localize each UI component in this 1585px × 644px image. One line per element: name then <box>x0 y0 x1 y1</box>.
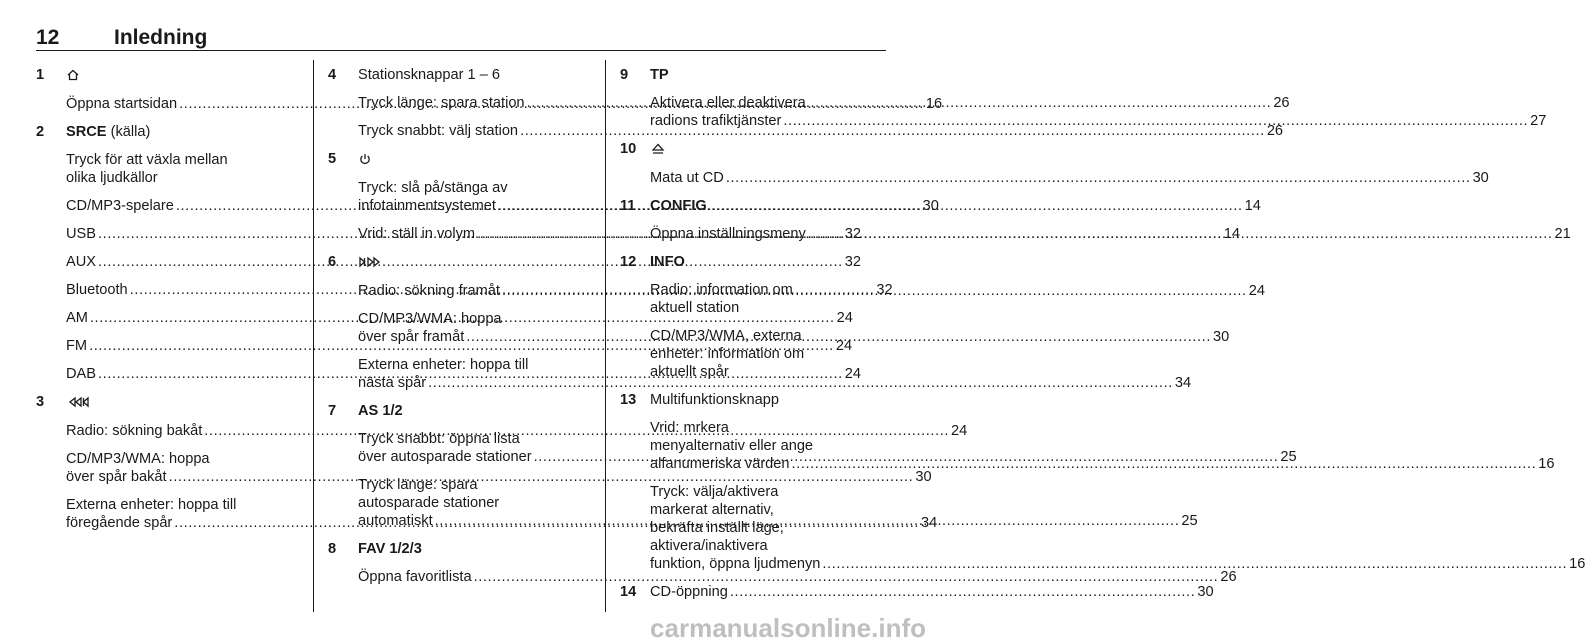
entry-item <box>620 140 1489 187</box>
description-text: Radio: sökning bakåt <box>66 423 203 439</box>
entry-label <box>358 402 403 420</box>
description-line-with-page <box>650 555 1585 573</box>
header-rule <box>36 50 886 51</box>
entry-number: 3 <box>36 394 45 410</box>
description-text: Bluetooth <box>66 282 128 298</box>
entry-number: 10 <box>620 141 637 157</box>
entry-head <box>328 540 592 558</box>
page-ref: 16 <box>1569 556 1585 572</box>
entry-number: 8 <box>328 541 337 557</box>
entry-label <box>650 253 685 271</box>
power-icon <box>358 150 372 168</box>
page-ref: 14 <box>1223 226 1241 242</box>
entry-head <box>620 253 884 271</box>
entry-text: Stationsknappar 1 – 6 <box>358 67 500 83</box>
leader-dots <box>783 112 1528 130</box>
entry-item <box>620 253 884 381</box>
page-ref: 30 <box>1197 584 1214 600</box>
entry-label <box>650 66 669 84</box>
description-text: Tryck länge: spara station <box>358 95 525 111</box>
description-text: funktion, öppna ljudmenyn <box>650 556 821 572</box>
page-ref: 21 <box>1554 226 1571 242</box>
description-line: olika ljudkällor <box>66 170 158 186</box>
description-line: autosparade stationer <box>358 495 500 511</box>
description-line: Tryck snabbt: öppna lista <box>358 431 520 447</box>
entry-label <box>650 140 666 159</box>
entry-number: 14 <box>620 584 637 600</box>
leader-dots <box>822 555 1567 573</box>
eject-icon <box>650 140 666 158</box>
entry-number: 12 <box>620 254 637 270</box>
page-ref: 26 <box>1220 569 1237 585</box>
page-title: Inledning <box>114 26 208 49</box>
entry-text: CD-öppning <box>650 584 728 600</box>
description-text: infotainmentsystemet <box>358 198 496 214</box>
description-text: över autosparade stationer <box>358 449 532 465</box>
description-line-with-page <box>650 169 1489 187</box>
entry-label <box>66 123 150 141</box>
page-ref: 24 <box>844 366 861 382</box>
description-text: Mata ut CD <box>650 170 724 186</box>
entry-label <box>66 393 90 412</box>
entry-label <box>358 150 372 169</box>
entry-key-label: CONFIG <box>650 198 707 214</box>
entry-key-label: SRCE <box>66 124 107 140</box>
entry-label <box>358 540 422 558</box>
page-ref: 27 <box>1530 113 1547 129</box>
description-text: nästa spår <box>358 375 427 391</box>
entry-number: 13 <box>620 392 637 408</box>
entry-label <box>358 253 382 272</box>
page-ref: 24 <box>836 310 853 326</box>
description-line: Externa enheter: hoppa till <box>66 497 237 513</box>
page-ref: 30 <box>1213 329 1230 345</box>
entry-head <box>36 66 300 85</box>
description-line: Vrid: mrkera <box>650 420 729 436</box>
page-ref: 26 <box>1273 95 1290 111</box>
entry-description <box>620 281 884 317</box>
description-text: automatiskt <box>358 513 433 529</box>
page-ref: 34 <box>921 515 938 531</box>
entry-key-label: AS 1/2 <box>358 403 403 419</box>
entry-label <box>650 197 707 215</box>
page-ref: 25 <box>1280 449 1297 465</box>
entry-number: 11 <box>620 198 636 214</box>
entry-head <box>620 391 884 409</box>
page-ref: 30 <box>1472 170 1489 186</box>
entry-head <box>328 402 592 420</box>
leader-dots: .................................................................................................... <box>729 584 1196 600</box>
seek-back-icon <box>66 393 90 411</box>
leader-dots <box>726 169 1471 187</box>
description-line: Tryck: välja/aktivera <box>650 484 779 500</box>
page-ref: 30 <box>915 469 932 485</box>
description-line: Tryck för att växla mellan <box>66 152 228 168</box>
description-text: CD/MP3-spelare <box>66 198 174 214</box>
description-line: Aktivera eller deaktivera <box>650 95 806 111</box>
description-line: aktuellt spår <box>650 364 729 380</box>
description-text: USB <box>66 226 97 242</box>
description-text: över spår bakåt <box>66 469 167 485</box>
entry-number: 2 <box>36 124 45 140</box>
page-ref: 32 <box>844 254 861 270</box>
description-line: Tryck: slå på/stänga av <box>358 180 508 196</box>
entry-number: 7 <box>328 403 337 419</box>
entry-number: 5 <box>328 151 337 167</box>
entry-head <box>36 123 300 141</box>
description-text: alfanumeriska värden <box>650 456 790 472</box>
entry-head <box>328 66 592 84</box>
description-text: Öppna inställningsmeny <box>650 226 806 242</box>
description-text: AM <box>66 310 88 326</box>
description-line-with-page <box>358 568 1237 586</box>
entry-number: 9 <box>620 67 629 83</box>
page-ref: 25 <box>1181 513 1198 529</box>
description-text: FM <box>66 338 88 354</box>
entry-text: Multifunktionsknapp <box>650 392 779 408</box>
description-line: CD/MP3/WMA, externa <box>650 328 802 344</box>
entry-head <box>620 66 884 84</box>
entry-head <box>328 150 592 169</box>
description-text: DAB <box>66 366 97 382</box>
description-line: CD/MP3/WMA: hoppa <box>66 451 210 467</box>
home-icon <box>66 66 80 84</box>
entry-head <box>36 393 300 412</box>
entry-label <box>66 66 80 85</box>
description-line: aktivera/inaktivera <box>650 538 768 554</box>
description-text: Tryck snabbt: välj station <box>358 123 519 139</box>
description-text: Radio: sökning framåt <box>358 283 500 299</box>
entry-description <box>328 568 1237 586</box>
description-line: bekräfta inställt läge, <box>650 520 784 536</box>
page-ref: 34 <box>1174 375 1192 391</box>
description-line: enheter: information om <box>650 346 805 362</box>
page-ref: 30 <box>922 198 939 214</box>
description-line: markerat alternativ, <box>650 502 774 518</box>
entry-key-label: FAV 1/2/3 <box>358 541 422 557</box>
description-text: Öppna startsidan <box>66 96 178 112</box>
leader-dots <box>808 225 1553 243</box>
page-ref: 24 <box>835 338 853 354</box>
entry-item <box>620 583 1214 601</box>
entry-label <box>650 583 728 601</box>
entry-key-label: INFO <box>650 254 685 270</box>
entry-head <box>328 253 592 272</box>
page-ref: 14 <box>1244 198 1261 214</box>
entry-number: 4 <box>328 67 337 83</box>
page-ref: 16 <box>1538 456 1555 472</box>
entry-number: 1 <box>36 67 45 83</box>
description-text: Vrid: ställ in volym <box>358 226 476 242</box>
entry-key-label: TP <box>650 67 669 83</box>
page-ref: 32 <box>876 282 893 298</box>
page-ref: 32 <box>844 226 861 242</box>
entry-head <box>620 140 884 159</box>
description-line-with-page <box>650 112 1547 130</box>
page-ref: 16 <box>925 96 943 112</box>
description-line: aktuell station <box>650 300 740 316</box>
watermark: carmanualsonline.info <box>650 613 926 643</box>
entry-head <box>620 583 1214 601</box>
entry-label <box>358 66 500 84</box>
seek-forward-icon <box>358 253 382 271</box>
page-ref: 24 <box>951 423 968 439</box>
entry-description <box>620 327 884 381</box>
page-number: 12 <box>36 26 60 49</box>
description-line: Tryck länge: spara <box>358 477 478 493</box>
description-line: Radio: information om <box>650 282 793 298</box>
entry-text: (källa) <box>106 124 151 140</box>
description-text: över spår framåt <box>358 329 465 345</box>
description-line: Externa enheter: hoppa till <box>358 357 529 373</box>
entry-description <box>36 151 300 187</box>
description-text: AUX <box>66 254 97 270</box>
page-ref: 24 <box>1248 283 1265 299</box>
entry-number: 6 <box>328 254 337 270</box>
entry-description <box>328 122 1284 140</box>
page-ref: 26 <box>1266 123 1284 139</box>
description-text: Öppna favoritlista <box>358 569 472 585</box>
description-line: menyalternativ eller ange <box>650 438 814 454</box>
description-text: radions trafiktjänster <box>650 113 782 129</box>
description-line-with-page <box>358 122 1284 140</box>
entry-head <box>620 197 884 215</box>
entry-label <box>650 391 779 409</box>
page-header <box>36 26 886 50</box>
description-line: CD/MP3/WMA: hoppa <box>358 311 502 327</box>
description-text: föregående spår <box>66 515 173 531</box>
entry-description <box>620 169 1489 187</box>
leader-dots <box>792 455 1537 473</box>
